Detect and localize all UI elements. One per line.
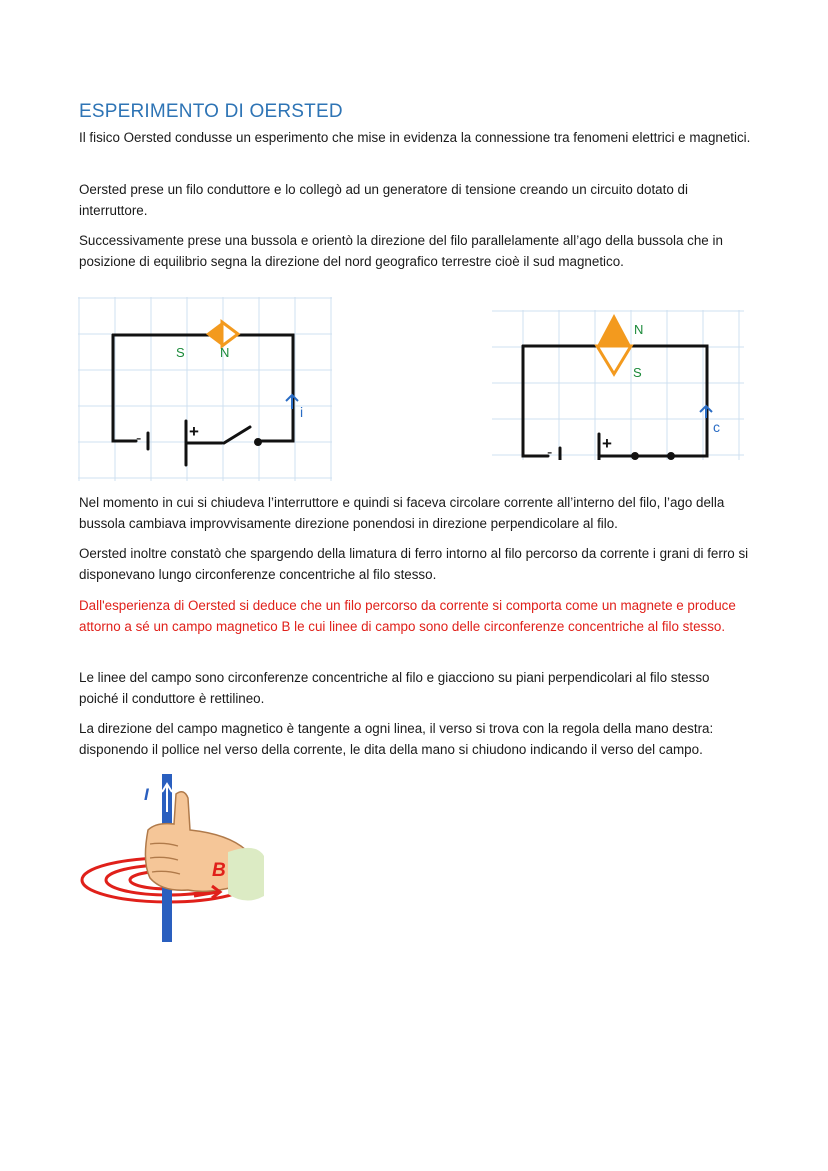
- paragraph-conclusion: Dall'esperienza di Oersted si deduce che un filo percorso da corrente si comporta come un magnete e produce attorno a sé un campo magnetico B le cui linee di campo sono delle circonferenze concentriche al filo stesso.: [79, 598, 736, 634]
- compass-needle-head: [597, 346, 631, 374]
- paragraph-circuit: Oersted prese un filo conduttore e lo collegò ad un generatore di tensione creando un circuito dotato di interruttore.: [79, 182, 688, 218]
- current-label: c: [713, 419, 720, 435]
- current-arrow-icon: [700, 406, 712, 418]
- battery-minus-label: -: [547, 444, 553, 460]
- right-hand-rule-figure: [78, 772, 268, 944]
- paragraph-field-lines: Le linee del campo sono circonferenze concentriche al filo e giacciono su piani perpendicolari al filo stesso poiché il conduttore è rettilineo.: [79, 670, 710, 706]
- current-label: i: [300, 404, 304, 420]
- page-title: ESPERIMENTO DI OERSTED: [79, 101, 343, 122]
- field-label: B: [212, 860, 226, 881]
- compass-needle: [206, 322, 222, 346]
- battery-minus-label: -: [136, 430, 142, 447]
- paragraph-intro: Il fisico Oersted condusse un esperimento che mise in evidenza la connessione tra fenomeni elettrici e magnetici.: [79, 130, 751, 145]
- circuit-figure-open-switch: [78, 297, 332, 481]
- paragraph-switch: Nel momento in cui si chiudeva l’interruttore e quindi si faceva circolare corrente all’interno del filo, l’ago della bussola cambiava improvvisamente direzione ponendosi in direzione perpendicolare al filo.: [79, 495, 725, 531]
- sleeve: [228, 848, 264, 901]
- compass-needle-head: [222, 322, 238, 346]
- compass-needle: [597, 314, 631, 346]
- paragraph-right-hand-rule: La direzione del campo magnetico è tangente a ogni linea, il verso si trova con la regola della mano destra: disponendo il pollice nel verso della corrente, le dita della mano si chiudono indicando il verso del campo.: [79, 721, 714, 757]
- paragraph-iron-filings: Oersted inoltre constatò che spargendo della limatura di ferro intorno al filo percorso da corrente i grani di ferro si disponevano lungo circonferenze concentriche al filo stesso.: [79, 546, 749, 582]
- current-arrow-icon: [286, 395, 298, 409]
- circuit-figure-closed-switch: [492, 310, 744, 460]
- compass-south-label: S: [176, 345, 185, 360]
- battery-plus-label: +: [602, 434, 612, 453]
- compass-south-label: S: [633, 365, 642, 380]
- compass-north-label: N: [634, 322, 644, 337]
- battery-plus-label: +: [189, 422, 199, 441]
- compass-north-label: N: [220, 345, 230, 360]
- current-label: I: [144, 785, 149, 804]
- paragraph-compass: Successivamente prese una bussola e orientò la direzione del filo parallelamente all’ago della bussola che in posizione di equilibrio segna la direzione del nord geografico terrestre cioè il sud magnetico.: [79, 233, 723, 269]
